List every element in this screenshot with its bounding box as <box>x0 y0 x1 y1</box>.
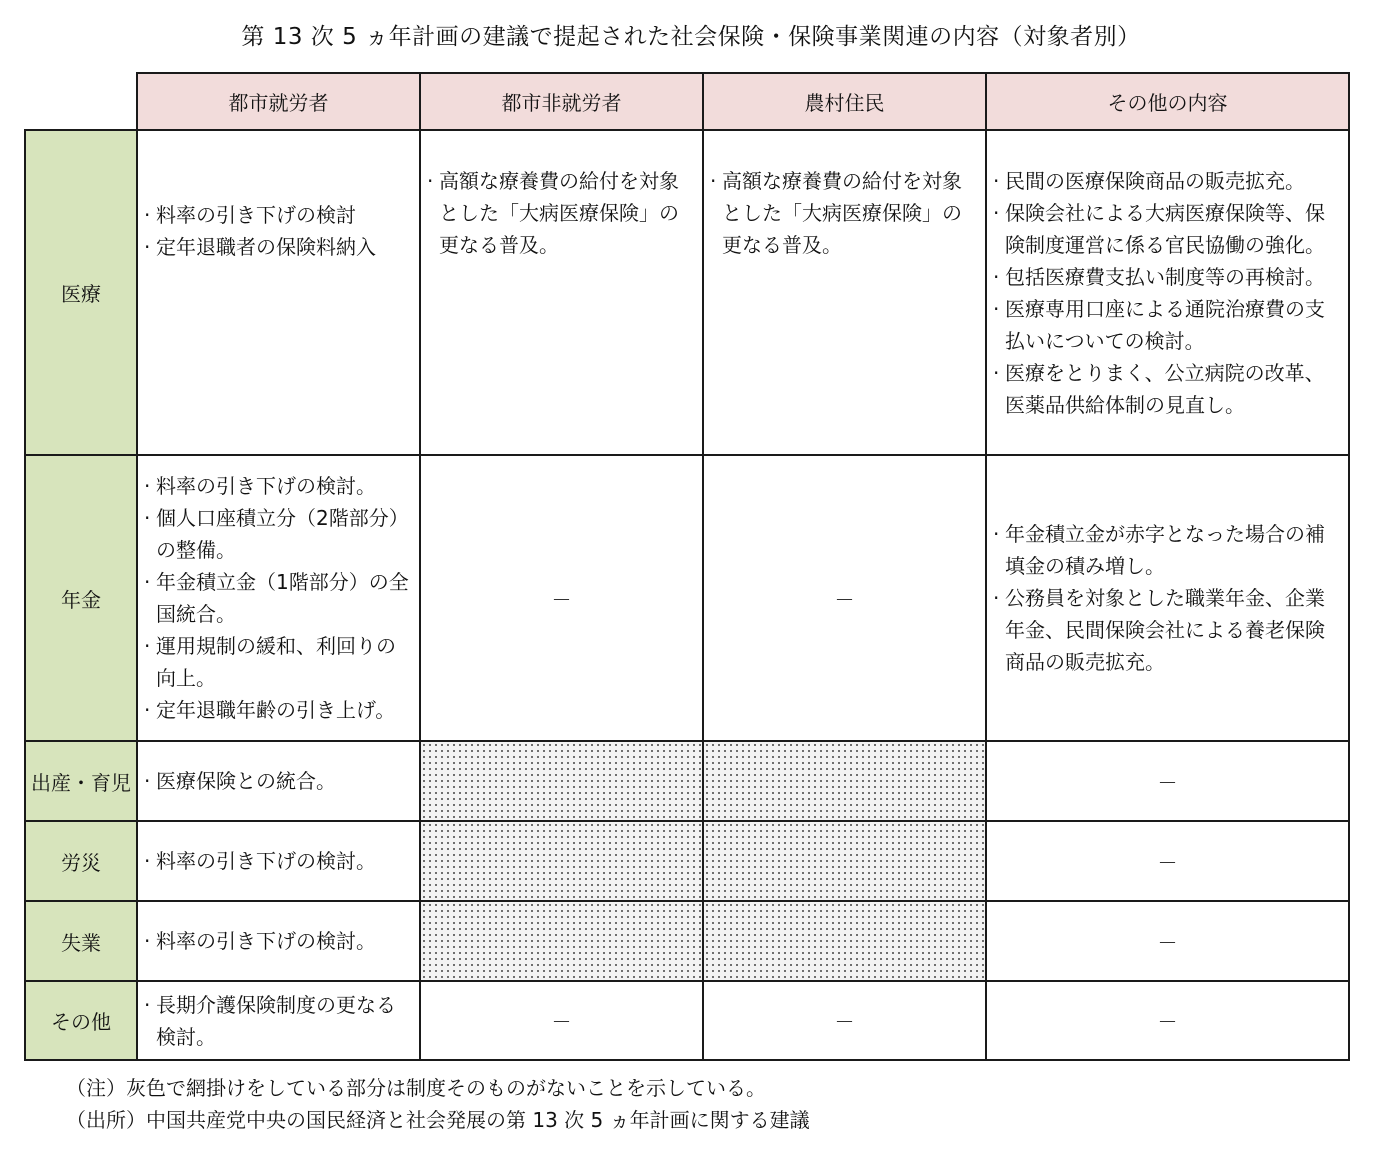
list-item: · 民間の医療保険商品の販売拡充。 <box>993 165 1342 197</box>
list-item: · 医療専用口座による通院治療費の支払いについての検討。 <box>993 293 1342 357</box>
cell-medical-rural-residents <box>703 130 986 455</box>
row-header-medical: 医療 <box>25 130 137 455</box>
list-item: · 料率の引き下げの検討。 <box>144 845 413 877</box>
row-header-unemployment: 失業 <box>25 901 137 981</box>
cell-other-urban-workers <box>137 981 420 1060</box>
cell-workers-comp-other: － <box>986 821 1349 901</box>
cell-other-urban-non-workers: － <box>420 981 703 1060</box>
social-insurance-table <box>24 72 1350 1061</box>
shaded-cell <box>703 741 986 821</box>
corner-cell <box>25 73 137 130</box>
list-item: · 運用規制の緩和、利回りの向上。 <box>144 630 413 694</box>
cell-workers-comp-urban-workers <box>137 821 420 901</box>
list-item: · 料率の引き下げの検討 <box>144 199 413 231</box>
header-row <box>25 73 1349 130</box>
shaded-cell <box>703 901 986 981</box>
cell-medical-other <box>986 130 1349 455</box>
footnotes <box>66 1072 810 1136</box>
list-item: · 高額な療養費の給付を対象とした「大病医療保険」の更なる普及。 <box>427 165 696 261</box>
list-item: · 医療をとりまく、公立病院の改革、医薬品供給体制の見直し。 <box>993 357 1342 421</box>
list-item: · 年金積立金が赤字となった場合の補填金の積み増し。 <box>993 518 1342 582</box>
footnote-note: （注）灰色で網掛けをしている部分は制度そのものがないことを示している。 <box>66 1076 766 1100</box>
cell-medical-urban-workers <box>137 130 420 455</box>
table-title: 第 13 次 5 ヵ年計画の建議で提起された社会保険・保険事業関連の内容（対象者別） <box>241 24 1141 50</box>
row-header-workers-comp: 労災 <box>25 821 137 901</box>
cell-unemployment-other: － <box>986 901 1349 981</box>
cell-pension-rural-residents: － <box>703 455 986 741</box>
list-item: · 医療保険との統合。 <box>144 765 413 797</box>
row-header-other: その他 <box>25 981 137 1060</box>
list-item: · 定年退職者の保険料納入 <box>144 231 413 263</box>
table-row <box>25 741 1349 821</box>
col-header-urban-workers: 都市就労者 <box>137 73 420 130</box>
shaded-cell <box>420 741 703 821</box>
list-item: · 料率の引き下げの検討。 <box>144 470 413 502</box>
table-row <box>25 455 1349 741</box>
table-row <box>25 901 1349 981</box>
cell-medical-urban-non-workers <box>420 130 703 455</box>
cell-pension-urban-workers <box>137 455 420 741</box>
col-header-rural-residents: 農村住民 <box>703 73 986 130</box>
list-item: · 個人口座積立分（2階部分）の整備。 <box>144 502 413 566</box>
row-header-pension: 年金 <box>25 455 137 741</box>
cell-pension-other <box>986 455 1349 741</box>
list-item: · 保険会社による大病医療保険等、保険制度運営に係る官民協働の強化。 <box>993 197 1342 261</box>
cell-other-other: － <box>986 981 1349 1060</box>
shaded-cell <box>420 821 703 901</box>
table-row <box>25 130 1349 455</box>
footnote-source: （出所）中国共産党中央の国民経済と社会発展の第 13 次 5 ヵ年計画に関する建議 <box>66 1108 810 1132</box>
cell-pension-urban-non-workers: － <box>420 455 703 741</box>
list-item: · 高額な療養費の給付を対象とした「大病医療保険」の更なる普及。 <box>710 165 979 261</box>
cell-childbirth-urban-workers <box>137 741 420 821</box>
shaded-cell <box>420 901 703 981</box>
col-header-urban-non-workers: 都市非就労者 <box>420 73 703 130</box>
shaded-cell <box>703 821 986 901</box>
table-row <box>25 981 1349 1060</box>
cell-other-rural-residents: － <box>703 981 986 1060</box>
table-row <box>25 821 1349 901</box>
list-item: · 年金積立金（1階部分）の全国統合。 <box>144 566 413 630</box>
row-header-childbirth: 出産・育児 <box>25 741 137 821</box>
list-item: · 公務員を対象とした職業年金、企業年金、民間保険会社による養老保険商品の販売拡充。 <box>993 582 1342 678</box>
col-header-other: その他の内容 <box>986 73 1349 130</box>
list-item: · 長期介護保険制度の更なる検討。 <box>144 989 413 1053</box>
cell-unemployment-urban-workers <box>137 901 420 981</box>
list-item: · 定年退職年齢の引き上げ。 <box>144 694 413 726</box>
list-item: · 包括医療費支払い制度等の再検討。 <box>993 261 1342 293</box>
cell-childbirth-other: － <box>986 741 1349 821</box>
list-item: · 料率の引き下げの検討。 <box>144 925 413 957</box>
